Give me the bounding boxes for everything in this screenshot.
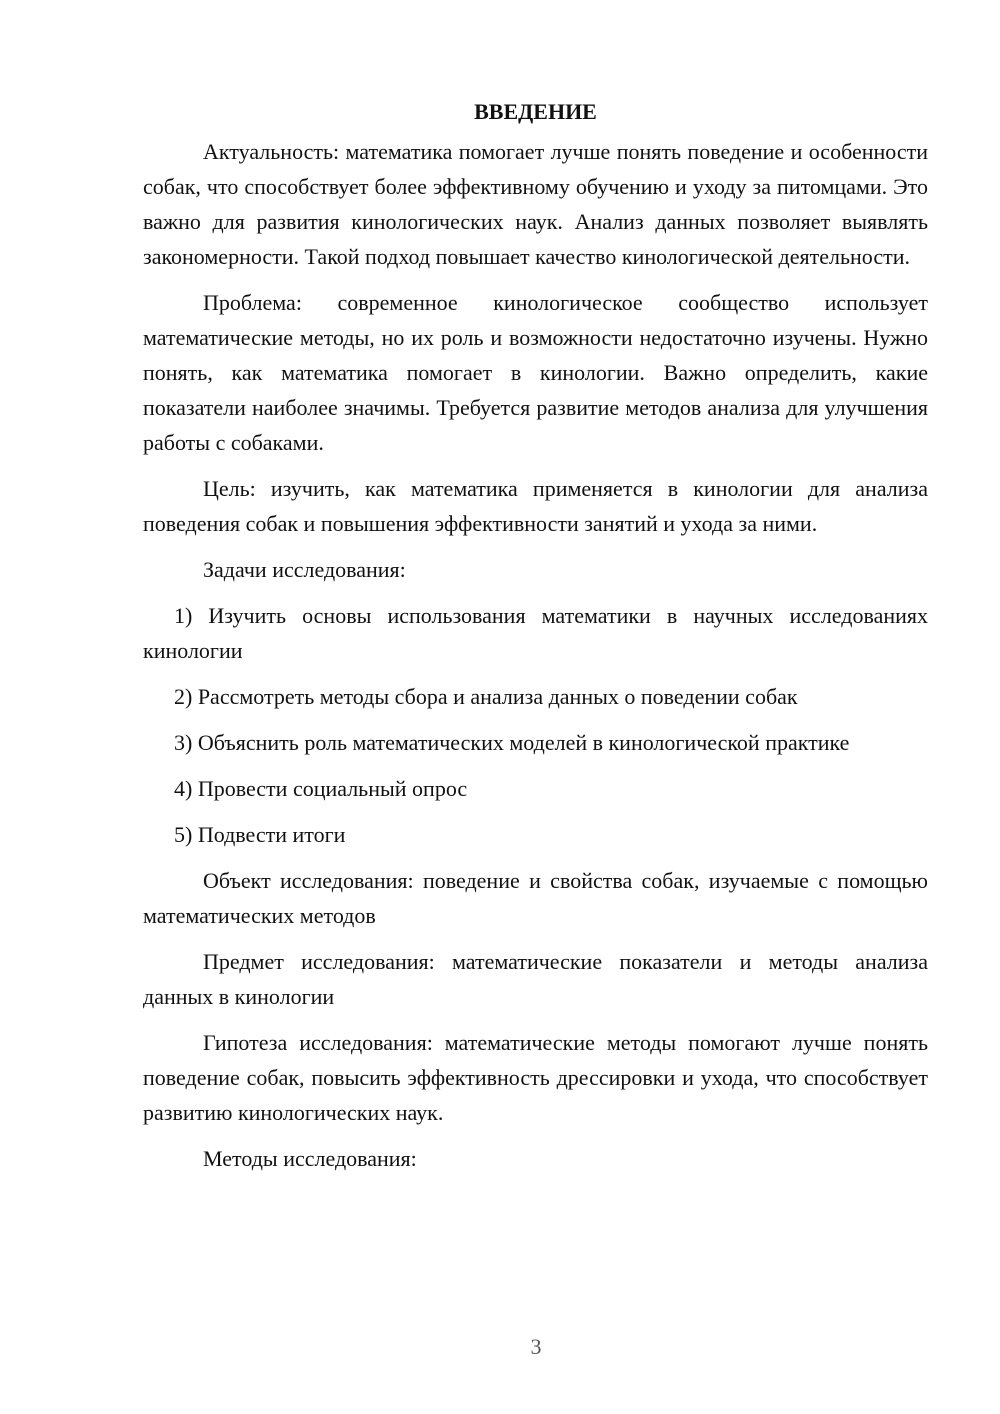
hypothesis-paragraph: Гипотеза исследования: математические методы помогают лучше понять поведение собак, повысить эффективность дрессировки и ухода, что способствует развитию кинологических наук. xyxy=(143,1030,928,1125)
tasks-heading: Задачи исследования: xyxy=(203,557,406,582)
page-content xyxy=(143,94,928,1187)
tasks-list xyxy=(143,598,928,852)
list-item: 2) Рассмотреть методы сбора и анализа данных о поведении собак xyxy=(174,684,798,709)
list-item: 3) Объяснить роль математических моделей в кинологической практике xyxy=(174,730,850,755)
object-paragraph: Объект исследования: поведение и свойства собак, изучаемые с помощью математических методов xyxy=(143,868,928,928)
subject-paragraph: Предмет исследования: математические показатели и методы анализа данных в кинологии xyxy=(143,949,928,1009)
page-number: 3 xyxy=(530,1334,542,1359)
list-item: 5) Подвести итоги xyxy=(174,822,346,847)
list-item: 4) Провести социальный опрос xyxy=(174,776,468,801)
page-title: ВВЕДЕНИЕ xyxy=(474,99,597,124)
relevance-paragraph: Актуальность: математика помогает лучше понять поведение и особенности собак, что способствует более эффективному обучению и уходу за питомцами. Это важно для развития кинологических наук. Анализ данных позволяет выявлять закономерности. Такой подход повышает качество кинологической деятельности. xyxy=(143,139,928,269)
list-item: 1) Изучить основы использования математики в научных исследованиях кинологии xyxy=(143,603,928,663)
methods-heading: Методы исследования: xyxy=(203,1146,417,1171)
problem-paragraph: Проблема: современное кинологическое сообщество использует математические методы, но их роль и возможности недостаточно изучены. Нужно понять, как математика помогает в кинологии. Важно определить, какие показатели наиболее значимы. Требуется развитие методов анализа для улучшения работы с собаками. xyxy=(143,290,928,455)
goal-paragraph: Цель: изучить, как математика применяется в кинологии для анализа поведения собак и повышения эффективности занятий и ухода за ними. xyxy=(143,476,928,536)
